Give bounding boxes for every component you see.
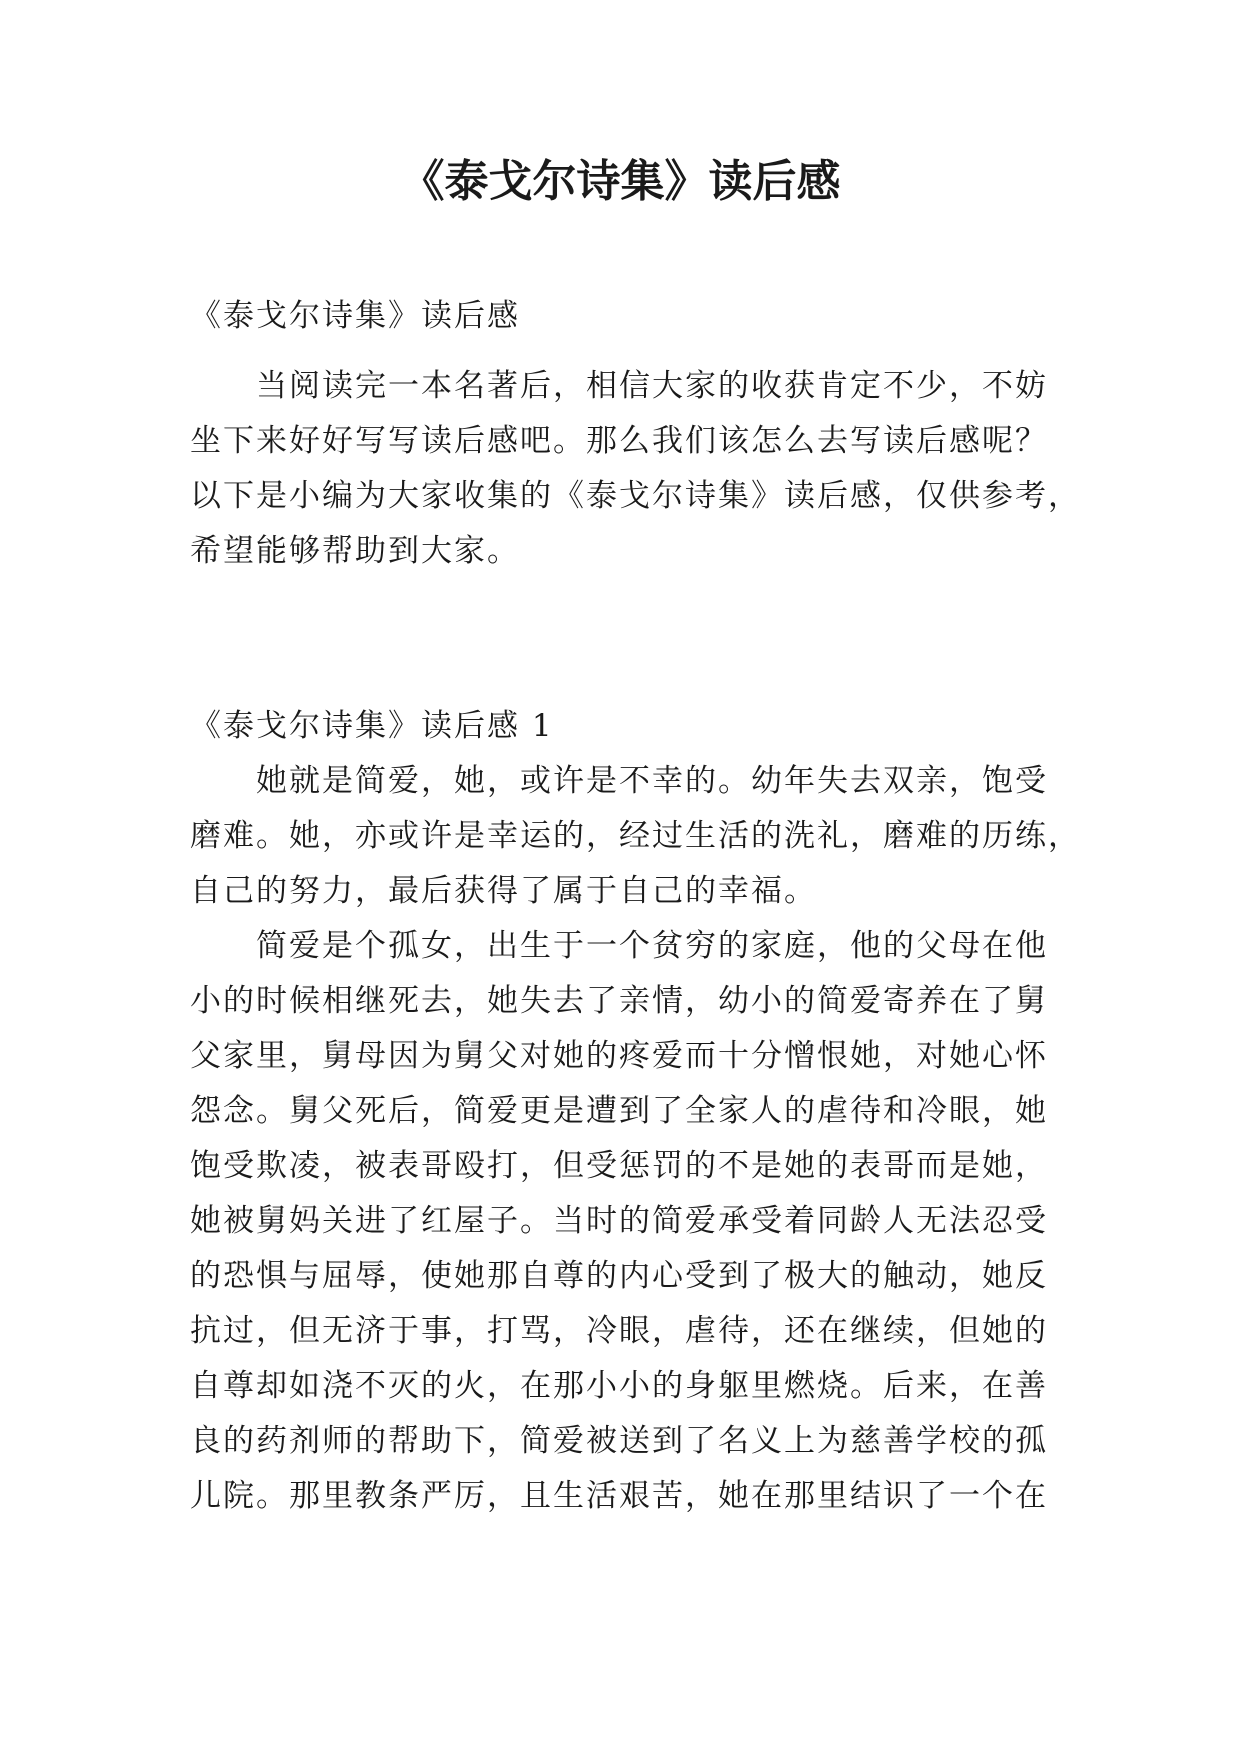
paragraph-line: 抗过，但无济于事，打骂，冷眼，虐待，还在继续，但她的 xyxy=(190,1313,1048,1349)
paragraph-line: 她就是简爱，她，或许是不幸的。幼年失去双亲，饱受 xyxy=(256,763,1048,799)
paragraph-line: 儿院。那里教条严厉，且生活艰苦，她在那里结识了一个在 xyxy=(190,1478,1048,1514)
document-title: 《泰戈尔诗集》读后感 xyxy=(400,156,841,207)
paragraph-line: 自尊却如浇不灭的火，在那小小的身躯里燃烧。后来，在善 xyxy=(190,1368,1048,1404)
paragraph-line: 她被舅妈关进了红屋子。当时的简爱承受着同龄人无法忍受 xyxy=(190,1203,1048,1239)
intro-line: 坐下来好好写写读后感吧。那么我们该怎么去写读后感呢？ xyxy=(190,423,1048,459)
paragraph-line: 磨难。她，亦或许是幸运的，经过生活的洗礼，磨难的历练， xyxy=(190,818,1081,854)
paragraph-line: 良的药剂师的帮助下，简爱被送到了名义上为慈善学校的孤 xyxy=(190,1423,1048,1459)
paragraph-line: 简爱是个孤女，出生于一个贫穷的家庭，他的父母在他 xyxy=(256,928,1048,964)
paragraph-line: 小的时候相继死去，她失去了亲情，幼小的简爱寄养在了舅 xyxy=(190,983,1048,1019)
intro-line: 希望能够帮助到大家。 xyxy=(190,533,520,569)
paragraph-line: 的恐惧与屈辱，使她那自尊的内心受到了极大的触动，她反 xyxy=(190,1258,1048,1294)
intro-line: 当阅读完一本名著后，相信大家的收获肯定不少，不妨 xyxy=(256,368,1048,404)
paragraph-line: 自己的努力，最后获得了属于自己的幸福。 xyxy=(190,873,817,909)
intro-line: 以下是小编为大家收集的《泰戈尔诗集》读后感，仅供参考， xyxy=(190,478,1081,514)
paragraph-line: 怨念。舅父死后，简爱更是遭到了全家人的虐待和冷眼，她 xyxy=(190,1093,1048,1129)
document-subtitle: 《泰戈尔诗集》读后感 xyxy=(190,298,520,334)
paragraph-line: 父家里，舅母因为舅父对她的疼爱而十分憎恨她，对她心怀 xyxy=(190,1038,1048,1074)
paragraph-line: 饱受欺凌，被表哥殴打，但受惩罚的不是她的表哥而是她， xyxy=(190,1148,1048,1184)
section-heading: 《泰戈尔诗集》读后感 1 xyxy=(190,708,554,744)
